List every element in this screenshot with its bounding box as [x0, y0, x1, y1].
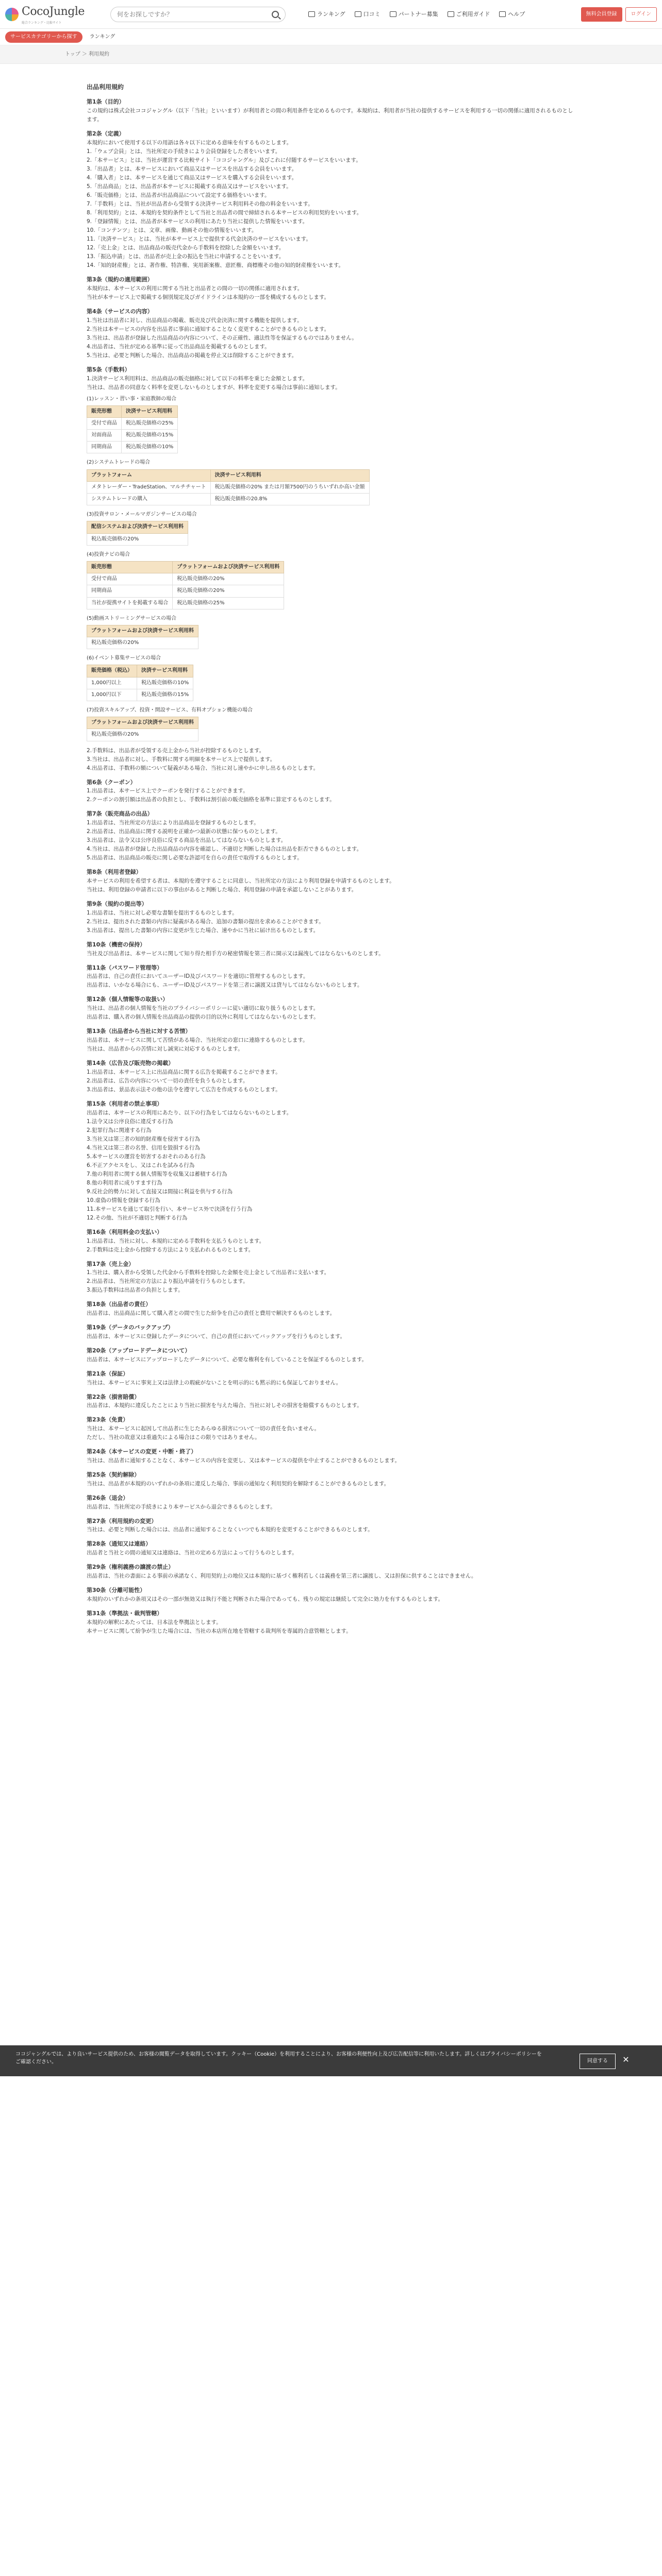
sub-navigation — [0, 29, 662, 45]
fee-table — [87, 717, 198, 741]
section-paragraph: 当社は、必要と判断した場合には、出品者に通知することなくいつでも本規約を変更することができるものとします。 — [87, 1527, 373, 1533]
terms-content — [87, 82, 576, 1636]
fee-table-title: (3)投資サロン・メールマガジンサービスの場合 — [87, 512, 197, 518]
fee-table-row — [87, 442, 178, 453]
section-paragraph: 12.「売上金」とは、出品商品の販売代金から手数料を控除した金額をいいます。 — [87, 245, 285, 251]
fee-table-header: 販売形態 — [87, 405, 122, 417]
section-heading: 第18条（出品者の責任） — [87, 1301, 152, 1308]
section-heading: 第19条（データのバックアップ） — [87, 1324, 174, 1331]
section-paragraph: 3.当社は、出品者に対し、手数料に関する明細を本サービス上で提供します。 — [87, 756, 276, 762]
fee-table — [87, 625, 198, 649]
section-heading: 第28条（通知又は連絡） — [87, 1540, 152, 1548]
fee-table-cell: 税込販売価格の20% — [173, 573, 284, 585]
section-paragraph: 当社は、出品者からの苦情に対し誠実に対応するものとします。 — [87, 1046, 243, 1053]
section-heading: 第2条（定義） — [87, 130, 125, 138]
section-paragraph: 1.出品者は、当社に対し必要な書類を提出するものとします。 — [87, 909, 238, 916]
section-paragraph: 出品者は、本サービスの利用にあたり、以下の行為をしてはならないものとします。 — [87, 1109, 292, 1116]
site-header — [0, 0, 662, 29]
section-paragraph: 5.出品者は、出品商品の販売に関し必要な許認可を自らの責任で取得するものとします。 — [87, 855, 303, 861]
fee-table — [87, 405, 178, 454]
section-heading: 第26条（退会） — [87, 1494, 129, 1501]
section-paragraph: 11.本サービスを通じて取引を行い、本サービス外で決済を行う行為 — [87, 1206, 253, 1212]
section-paragraph: 14.「知的財産権」とは、著作権、特許権、実用新案権、意匠権、商標権その他の知的財産権をいいます。 — [87, 262, 344, 269]
section-paragraph: 4.出品者は、手数料の額について疑義がある場合、当社に対し速やかに申し出るものとします。 — [87, 765, 319, 771]
section-paragraph: 2.当社は、提出された書類の内容に疑義がある場合、追加の書類の提出を求めることができます。 — [87, 918, 324, 925]
section-heading: 第24条（本サービスの変更・中断・終了） — [87, 1448, 197, 1455]
section-paragraph: 本規約において使用する以下の用語は各々以下に定める意味を有するものとします。 — [87, 140, 292, 146]
logo-subtitle: 総合ランキング・比較サイト — [22, 21, 62, 25]
section-paragraph: 本サービスの利用を希望する者は、本規約を遵守することに同意し、当社所定の方法により利用登録を申請するものとします。 — [87, 878, 395, 884]
section-paragraph: 出品者は、自己の責任においてユーザーID及びパスワードを適切に管理するものとします。 — [87, 973, 309, 980]
search-icon[interactable] — [272, 11, 279, 18]
ranking-icon — [308, 11, 315, 17]
fee-table-cell: 税込販売価格の20% または月額7500円のうちいずれか高い金額 — [210, 481, 369, 493]
section-paragraph: 当社は、本サービスに事実上又は法律上の瑕疵がないことを明示的にも黙示的にも保証しておりません。 — [87, 1379, 342, 1386]
fee-table-row — [87, 597, 284, 609]
section-paragraph: 5.本サービスの運営を妨害するおそれのある行為 — [87, 1153, 206, 1160]
fee-table-header-row — [87, 469, 370, 481]
close-icon[interactable]: ✕ — [622, 2055, 630, 2064]
fee-table-cell: 当社が提携サイトを掲載する場合 — [87, 597, 173, 609]
fee-table-row — [87, 585, 284, 597]
fee-table-cell: 税込販売価格の10% — [137, 677, 193, 689]
section-paragraph: 1.当社は出品者に対し、出品商品の掲載、販売及び代金決済に関する機能を提供します。 — [87, 317, 303, 324]
section-paragraph: 出品者は、本サービスにアップロードしたデータについて、必要な権利を有していることを保証するものとします。 — [87, 1356, 368, 1363]
section-paragraph: 本サービスに関して紛争が生じた場合には、当社の本店所在地を管轄する裁判所を専属的合意管轄とします。 — [87, 1628, 352, 1634]
fee-table-header-row — [87, 717, 198, 729]
breadcrumb — [0, 45, 662, 64]
section-heading: 第8条（利用者登録） — [87, 869, 142, 876]
section-heading: 第27条（利用規約の変更） — [87, 1517, 157, 1524]
section-paragraph: 5.当社は、必要と判断した場合、出品商品の掲載を停止又は削除することができます。 — [87, 352, 297, 359]
section-paragraph: 1.「ウェブ会員」とは、当社所定の手続きにより会員登録をした者をいいます。 — [87, 148, 281, 155]
section-paragraph: 4.「購入者」とは、本サービスを通じて商品又はサービスを購入する会員をいいます。 — [87, 175, 297, 181]
fee-table-cell: 税込販売価格の25% — [173, 597, 284, 609]
fee-table — [87, 665, 193, 701]
cookie-banner — [0, 2045, 662, 2076]
logo-icon — [5, 8, 19, 21]
section-paragraph: 7.他の利用者に関する個人情報等を収集又は蓄積する行為 — [87, 1171, 227, 1177]
section-paragraph: 2.出品者は、当社所定の方法により振込申請を行うものとします。 — [87, 1278, 249, 1285]
section-paragraph: 9.「登録情報」とは、出品者が本サービスの利用にあたり当社に提供した情報をいいます。 — [87, 218, 308, 225]
fee-table-row — [87, 689, 193, 701]
fee-table-row — [87, 417, 178, 429]
fee-table-cell: 税込販売価格の25% — [122, 417, 178, 429]
section-paragraph: 8.他の利用者に成りすます行為 — [87, 1179, 162, 1186]
fee-table — [87, 561, 284, 609]
fee-table-cell: 受付で商品 — [87, 417, 122, 429]
section-paragraph: 2.「本サービス」とは、当社が運営する比較サイト「ココジャングル」及びこれに付随するサービスをいいます。 — [87, 157, 361, 164]
fee-table-header-row — [87, 521, 188, 533]
fee-table-title: (4)投資ナビの場合 — [87, 551, 130, 557]
section-heading: 第1条（目的） — [87, 98, 125, 106]
page-title: 出品利用規約 — [87, 83, 124, 91]
section-paragraph: 当社は、出品者に通知することなく、本サービスの内容を変更し、又は本サービスの提供を中止することができるものとします。 — [87, 1458, 400, 1464]
section-paragraph: 1.出品者は、当社所定の方法により出品商品を登録するものとします。 — [87, 820, 259, 826]
fee-table-title: (5)動画ストリーミングサービスの場合 — [87, 615, 176, 621]
section-heading: 第30条（分離可能性） — [87, 1587, 146, 1594]
section-paragraph: 4.当社又は第三者の名誉、信用を毀損する行為 — [87, 1144, 201, 1151]
header-link-ranking[interactable]: ランキング — [308, 10, 345, 19]
fee-table-header: 販売価格（税込） — [87, 665, 137, 677]
fee-table-cell: 税込販売価格の20% — [87, 533, 188, 545]
section-paragraph: ただし、当社の故意又は重過失による場合はこの限りではありません。 — [87, 1434, 260, 1441]
section-paragraph: 出品者は、本規約に違反したことにより当社に損害を与えた場合、当社に対しその損害を賠償するものとします。 — [87, 1402, 362, 1409]
breadcrumb-text[interactable]: トップ ＞ 利用規約 — [65, 51, 110, 57]
header-link-partner[interactable]: パートナー募集 — [390, 10, 438, 19]
fee-table-cell: 税込販売価格の20.8% — [210, 494, 369, 505]
cookie-accept-button[interactable]: 同意する — [580, 2054, 616, 2069]
section-paragraph: 1.法令又は公序良俗に違反する行為 — [87, 1118, 173, 1125]
fee-table-cell: 税込販売価格の20% — [87, 729, 198, 741]
section-heading: 第20条（アップロードデータについて） — [87, 1347, 191, 1354]
fee-table-header: 決済サービス利用料 — [122, 405, 178, 417]
fee-table-cell: 税込販売価格の20% — [173, 585, 284, 597]
section-heading: 第17条（売上金） — [87, 1260, 135, 1267]
section-paragraph: 1.当社は、購入者から受領した代金から手数料を控除した金額を売上金として出品者に支払います。 — [87, 1269, 330, 1276]
section-paragraph: 当社は、本サービスに起因して出品者に生じたあらゆる損害について一切の責任を負いません。 — [87, 1426, 320, 1432]
section-paragraph: 3.出品者は、景品表示法その他の法令を遵守して広告を作成するものとします。 — [87, 1086, 281, 1093]
section-heading: 第12条（個人情報等の取扱い） — [87, 996, 169, 1003]
fee-table-row — [87, 533, 188, 545]
section-paragraph: 出品者は、いかなる場合にも、ユーザーID及びパスワードを第三者に譲渡又は貸与してはならないものとします。 — [87, 982, 363, 989]
header-link-help[interactable]: ヘルプ — [499, 10, 525, 19]
section-heading: 第3条（規約の適用範囲） — [87, 276, 153, 283]
section-paragraph: 5.「出品商品」とは、出品者が本サービスに掲載する商品又はサービスをいいます。 — [87, 183, 292, 190]
section-paragraph: 10.虚偽の情報を登録する行為 — [87, 1197, 160, 1204]
section-paragraph: 当社が本サービス上で掲載する個別規定及びガイドラインは本規約の一部を構成するものとします。 — [87, 294, 330, 300]
section-paragraph: この規約は株式会社ココジャングル（以下「当社」といいます）が利用者との間の利用条件を定めるものです。本規約は、利用者が当社の提供するサービスを利用する一切の関係に適用されるものとします。 — [87, 108, 573, 123]
section-paragraph: 2.出品者は、出品商品に関する説明を正確かつ最新の状態に保つものとします。 — [87, 828, 281, 835]
fee-table-cell: 税込販売価格の10% — [122, 442, 178, 453]
fee-table-row — [87, 573, 284, 585]
section-paragraph: 2.犯罪行為に関連する行為 — [87, 1127, 152, 1133]
fee-table-header: プラットフォーム — [87, 469, 211, 481]
section-heading: 第13条（出品者から当社に対する苦情） — [87, 1028, 191, 1035]
help-icon — [499, 11, 506, 17]
section-paragraph: 3.出品者は、提出した書類の内容に変更が生じた場合、速やかに当社に届け出るものとします。 — [87, 927, 319, 934]
section-paragraph: 出品者は、購入者の個人情報を出品商品の提供の目的以外に利用してはならないものとします。 — [87, 1014, 319, 1021]
section-paragraph: 1.出品者は、本サービス上に出品商品に関する広告を掲載することができます。 — [87, 1069, 281, 1075]
section-paragraph: 3.当社は、出品者が登録した出品商品の内容について、その正確性、適法性等を保証するものではありません。 — [87, 334, 357, 341]
fee-table-cell: 税込販売価格の20% — [87, 637, 198, 649]
section-paragraph: 10.「コンテンツ」とは、文章、画像、動画その他の情報をいいます。 — [87, 227, 257, 234]
fee-table-title: (2)システムトレードの場合 — [87, 460, 151, 466]
fee-table-header-row — [87, 405, 178, 417]
fee-table-row — [87, 729, 198, 741]
section-heading: 第6条（クーポン） — [87, 778, 136, 786]
fee-table-title: (1)レッスン・習い事・家庭教師の場合 — [87, 396, 177, 402]
fee-table-row — [87, 494, 370, 505]
section-paragraph: 2.当社は本サービスの内容を出品者に事前に通知することなく変更することができるものとします。 — [87, 326, 330, 332]
section-paragraph: 本規約は、本サービスの利用に関する当社と出品者との間の一切の関係に適用されます。 — [87, 285, 303, 292]
section-paragraph: 12.その他、当社が不適切と判断する行為 — [87, 1214, 188, 1221]
header-links — [308, 10, 525, 19]
section-paragraph: 4.当社は、出品者が登録した出品商品の内容を確認し、不適切と判断した場合は出品を拒否できるものとします。 — [87, 846, 362, 853]
section-paragraph: 出品者は、当社の書面による事前の承諾なく、利用契約上の地位又は本規約に基づく権利若しくは義務を第三者に譲渡し、又は担保に供することはできません。 — [87, 1573, 477, 1580]
section-paragraph: 出品者は、出品商品に関して購入者との間で生じた紛争を自己の責任と費用で解決するものとします。 — [87, 1310, 336, 1317]
section-paragraph: 3.当社又は第三者の知的財産権を侵害する行為 — [87, 1136, 201, 1142]
search-input[interactable] — [117, 11, 261, 18]
fee-table-header: プラットフォームおよび決済サービス利用料 — [87, 625, 198, 637]
fee-table-header: 販売形態 — [87, 561, 173, 573]
section-paragraph: 2.手数料は売上金から控除する方法により支払われるものとします。 — [87, 1246, 254, 1253]
section-paragraph: 6.「販売価格」とは、出品者が出品商品について設定する価格をいいます。 — [87, 192, 270, 199]
section-paragraph: 2.クーポンの割引額は出品者の負担とし、手数料は割引前の販売価格を基準に算定するものとします。 — [87, 796, 335, 803]
section-heading: 第7条（販売商品の出品） — [87, 810, 153, 818]
fee-table-header-row — [87, 561, 284, 573]
section-heading: 第14条（広告及び販売物の掲載） — [87, 1060, 174, 1067]
section-heading: 第23条（免責） — [87, 1416, 129, 1423]
section-paragraph: 当社及び出品者は、本サービスに関して知り得た相手方の秘密情報を第三者に開示又は漏洩してはならないものとします。 — [87, 950, 384, 957]
guide-icon — [448, 11, 454, 17]
fee-table-cell: システムトレードの購入 — [87, 494, 211, 505]
fee-table-header: プラットフォームおよび決済サービス利用料 — [173, 561, 284, 573]
section-heading: 第9条（規約の提出等） — [87, 901, 147, 907]
logo-text: CocoJungle — [22, 5, 85, 19]
fee-table-row — [87, 677, 193, 689]
section-paragraph: 11.「決済サービス」とは、当社が本サービス上で提供する代金決済のサービスをいいます。 — [87, 236, 311, 243]
section-paragraph: 本規約のいずれかの条項又はその一部が無効又は執行不能と判断された場合であっても、残りの規定は継続して完全に効力を有するものとします。 — [87, 1596, 444, 1602]
section-paragraph: 2.出品者は、広告の内容について一切の責任を負うものとします。 — [87, 1077, 249, 1084]
header-link-guide[interactable]: ご利用ガイド — [448, 10, 490, 19]
fee-table-row — [87, 637, 198, 649]
section-paragraph: 3.出品者は、法令又は公序良俗に反する商品を出品してはならないものとします。 — [87, 837, 287, 844]
section-paragraph: 8.「利用契約」とは、本規約を契約条件として当社と出品者の間で締結される本サービスの利用契約をいいます。 — [87, 210, 362, 216]
section-paragraph: 1.決済サービス利用料は、出品商品の販売価格に対して以下の料率を乗じた金額とします。 — [87, 375, 308, 382]
section-paragraph: 6.不正アクセスをし、又はこれを試みる行為 — [87, 1162, 195, 1168]
fee-table-cell: 1,000円以下 — [87, 689, 137, 701]
fee-table-header-row — [87, 625, 198, 637]
section-heading: 第15条（利用者の禁止事項） — [87, 1100, 163, 1107]
category-button[interactable]: サービスカテゴリーから探す — [5, 31, 82, 43]
section-heading: 第11条（パスワード管理等） — [87, 964, 163, 971]
section-heading: 第22条（損害賠償） — [87, 1393, 140, 1400]
section-paragraph: 当社は、出品者が本規約のいずれかの条項に違反した場合、事前の通知なく利用契約を解除することができるものとします。 — [87, 1480, 390, 1487]
ranking-link[interactable]: ランキング — [89, 33, 115, 40]
section-heading: 第16条（利用料金の支払い） — [87, 1228, 163, 1235]
section-paragraph: 出品者は、本サービスに関して苦情がある場合、当社所定の窓口に連絡するものとします。 — [87, 1037, 308, 1044]
section-paragraph: 本規約の解釈にあたっては、日本法を準拠法とします。 — [87, 1619, 222, 1625]
partner-icon — [390, 11, 396, 17]
fee-table-header: プラットフォームおよび決済サービス利用料 — [87, 717, 198, 729]
section-paragraph: 7.「手数料」とは、当社が出品者から受領する決済サービス利用料その他の料金をいいます。 — [87, 201, 313, 208]
fee-table-header: 決済サービス利用料 — [137, 665, 193, 677]
fee-table-header: 決済サービス利用料 — [210, 469, 369, 481]
fee-table-cell: 税込販売価格の15% — [122, 430, 178, 442]
section-paragraph: 1.出品者は、当社に対し、本規約に定める手数料を支払うものとします。 — [87, 1238, 265, 1244]
section-paragraph: 3.「出品者」とは、本サービスにおいて商品又はサービスを出品する会員をいいます。 — [87, 166, 297, 173]
fee-table-header-row — [87, 665, 193, 677]
section-paragraph: 4.出品者は、当社が定める基準に従って出品商品を掲載するものとします。 — [87, 343, 270, 350]
fee-table-cell: 受付で商品 — [87, 573, 173, 585]
section-heading: 第25条（契約解除） — [87, 1471, 140, 1478]
review-icon — [355, 11, 361, 17]
section-paragraph: 当社は、出品者の同意なく料率を変更しないものとしますが、料率を変更する場合は事前に通知します。 — [87, 384, 341, 391]
section-heading: 第10条（機密の保持） — [87, 941, 146, 948]
search-box[interactable] — [110, 7, 286, 22]
fee-table-cell: 1,000円以上 — [87, 677, 137, 689]
register-button[interactable]: 無料会員登録 — [581, 7, 622, 22]
fee-table-header: 配信システムおよび決済サービス利用料 — [87, 521, 188, 533]
fee-table-row — [87, 481, 370, 493]
section-paragraph: 当社は、利用登録の申請者に以下の事由があると判断した場合、利用登録の申請を承認しないことがあります。 — [87, 887, 357, 893]
section-paragraph: 当社は、出品者の個人情報を当社のプライバシーポリシーに従い適切に取り扱うものとします。 — [87, 1005, 319, 1012]
login-button[interactable]: ログイン — [625, 7, 657, 22]
section-heading: 第29条（権利義務の譲渡の禁止） — [87, 1564, 174, 1571]
section-heading: 第21条（保証） — [87, 1370, 129, 1377]
header-buttons — [581, 7, 657, 22]
section-paragraph: 3.振込手数料は出品者の負担とします。 — [87, 1287, 184, 1294]
section-paragraph: 9.反社会的勢力に対して直接又は間接に利益を供与する行為 — [87, 1188, 233, 1195]
section-paragraph: 1.出品者は、本サービス上でクーポンを発行することができます。 — [87, 788, 249, 794]
section-heading: 第4条（サービスの内容） — [87, 308, 153, 315]
section-heading: 第5条（手数料） — [87, 366, 130, 373]
section-heading: 第31条（準拠法・裁判管轄） — [87, 1609, 163, 1617]
logo[interactable] — [5, 3, 103, 26]
fee-table-cell: 同期商品 — [87, 585, 173, 597]
fee-table-title: (6)イベント募集サービスの場合 — [87, 655, 161, 662]
fee-table-cell: 税込販売価格の15% — [137, 689, 193, 701]
fee-table-cell: 対面商品 — [87, 430, 122, 442]
header-link-review[interactable]: 口コミ — [355, 10, 380, 19]
section-paragraph: 出品者は、当社所定の手続きにより本サービスから退会できるものとします。 — [87, 1503, 276, 1510]
section-paragraph: 13.「振込申請」とは、出品者が売上金の振込を当社に申請することをいいます。 — [87, 253, 285, 260]
fee-table-row — [87, 430, 178, 442]
section-paragraph: 出品者と当社との間の通知又は連絡は、当社の定める方法によって行うものとします。 — [87, 1550, 297, 1556]
fee-table-cell: 同期商品 — [87, 442, 122, 453]
cookie-text: ココジャングルでは、より良いサービス提供のため、お客様の閲覧データを取得しています。クッキー（Cookie）を利用することにより、お客様の利便性向上及び広告配信等に利用いたします。詳しくはプライバシーポリシーをご確認ください。 — [15, 2052, 542, 2065]
fee-table-title: (7)投資スキルアップ、投資・開設サービス、有料オプション機能の場合 — [87, 707, 253, 713]
fee-table-cell: メタトレーダー・TradeStation、マルチチャート — [87, 481, 211, 493]
section-paragraph: 2.手数料は、出品者が受領する売上金から当社が控除するものとします。 — [87, 747, 265, 754]
fee-table — [87, 521, 188, 545]
fee-table — [87, 469, 370, 506]
section-paragraph: 出品者は、本サービスに登録したデータについて、自己の責任においてバックアップを行うものとします。 — [87, 1333, 346, 1340]
